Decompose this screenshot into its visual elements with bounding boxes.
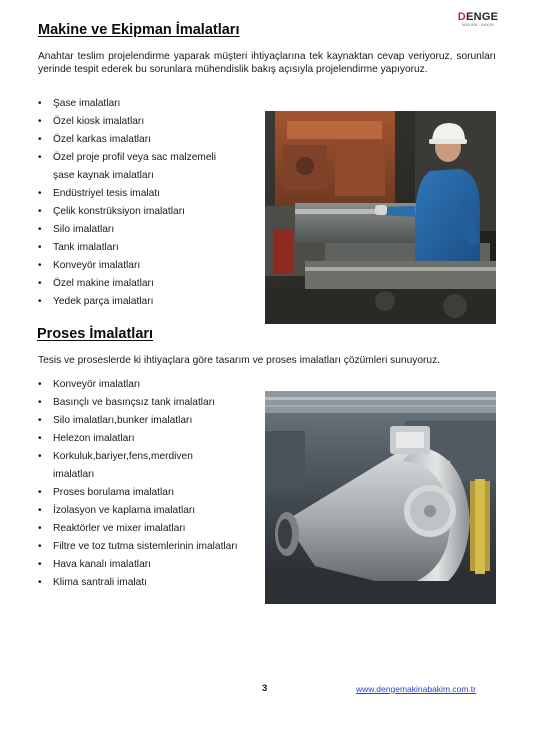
- list-item: • Tank imalatları: [38, 239, 253, 257]
- list-item-continuation: imalatları: [53, 469, 95, 480]
- section-title-machinery: Makine ve Ekipman İmalatları: [38, 22, 240, 38]
- list-item: • Konveyör imalatları: [38, 376, 263, 394]
- section-title-process: Proses İmalatları: [37, 326, 154, 342]
- list-item: • Konveyör imalatları: [38, 257, 253, 275]
- list-item: • Hava kanalı imalatları: [38, 556, 263, 574]
- list-item: • Klima santrali imalatı: [38, 574, 263, 592]
- section-intro-machinery: Anahtar teslim projelendirme yaparak müşteri ihtiyaçlarına tek kaynaktan cevap veriyoruz, sorunları yerinde tespit ederek bu sorunlara mühendislik bakış açısıyla projelendirme yapıyoruz.: [38, 51, 496, 75]
- list-item: • Silo imalatları,bunker imalatları: [38, 412, 263, 430]
- list-item: • İzolasyon ve kaplama imalatları: [38, 502, 263, 520]
- machinery-list: [38, 95, 253, 311]
- list-item: • Silo imalatları: [38, 221, 253, 239]
- list-item: • Özel makine imalatları: [38, 275, 253, 293]
- list-item: • Özel proje profil veya sac malzemeli şase kaynak imalatları: [38, 149, 253, 185]
- list-item-continuation: şase kaynak imalatları: [53, 170, 154, 181]
- logo-wordmark: DENGE: [457, 11, 499, 23]
- list-item: • Filtre ve toz tutma sistemlerinin imalatları: [38, 538, 263, 556]
- list-item: • Proses borulama imalatları: [38, 484, 263, 502]
- list-item: • Korkuluk,bariyer,fens,merdiven imalatları: [38, 448, 263, 484]
- website-link[interactable]: www.dengemakinabakim.com.tr: [356, 684, 476, 694]
- list-item: • Helezon imalatları: [38, 430, 263, 448]
- list-item: • Özel karkas imalatları: [38, 131, 253, 149]
- list-item: • Şase imalatları: [38, 95, 253, 113]
- list-item: • Özel kiosk imalatları: [38, 113, 253, 131]
- logo-subtitle: MAKİNA · BAKIM: [462, 23, 494, 27]
- list-item: • Reaktörler ve mixer imalatları: [38, 520, 263, 538]
- welding-workshop-photo: [265, 111, 496, 324]
- company-logo: [451, 11, 505, 28]
- list-item: • Endüstriyel tesis imalatı: [38, 185, 253, 203]
- list-item: • Çelik konstrüksiyon imalatları: [38, 203, 253, 221]
- process-list: [38, 376, 263, 592]
- list-item: • Basınçlı ve basınçsız tank imalatları: [38, 394, 263, 412]
- list-item: • Yedek parça imalatları: [38, 293, 253, 311]
- process-vessel-photo: [265, 391, 496, 604]
- page-number: 3: [262, 683, 268, 694]
- section-intro-process: Tesis ve proseslerde ki ihtiyaçlara göre tasarım ve proses imalatları çözümleri sunuyoruz.: [38, 355, 440, 366]
